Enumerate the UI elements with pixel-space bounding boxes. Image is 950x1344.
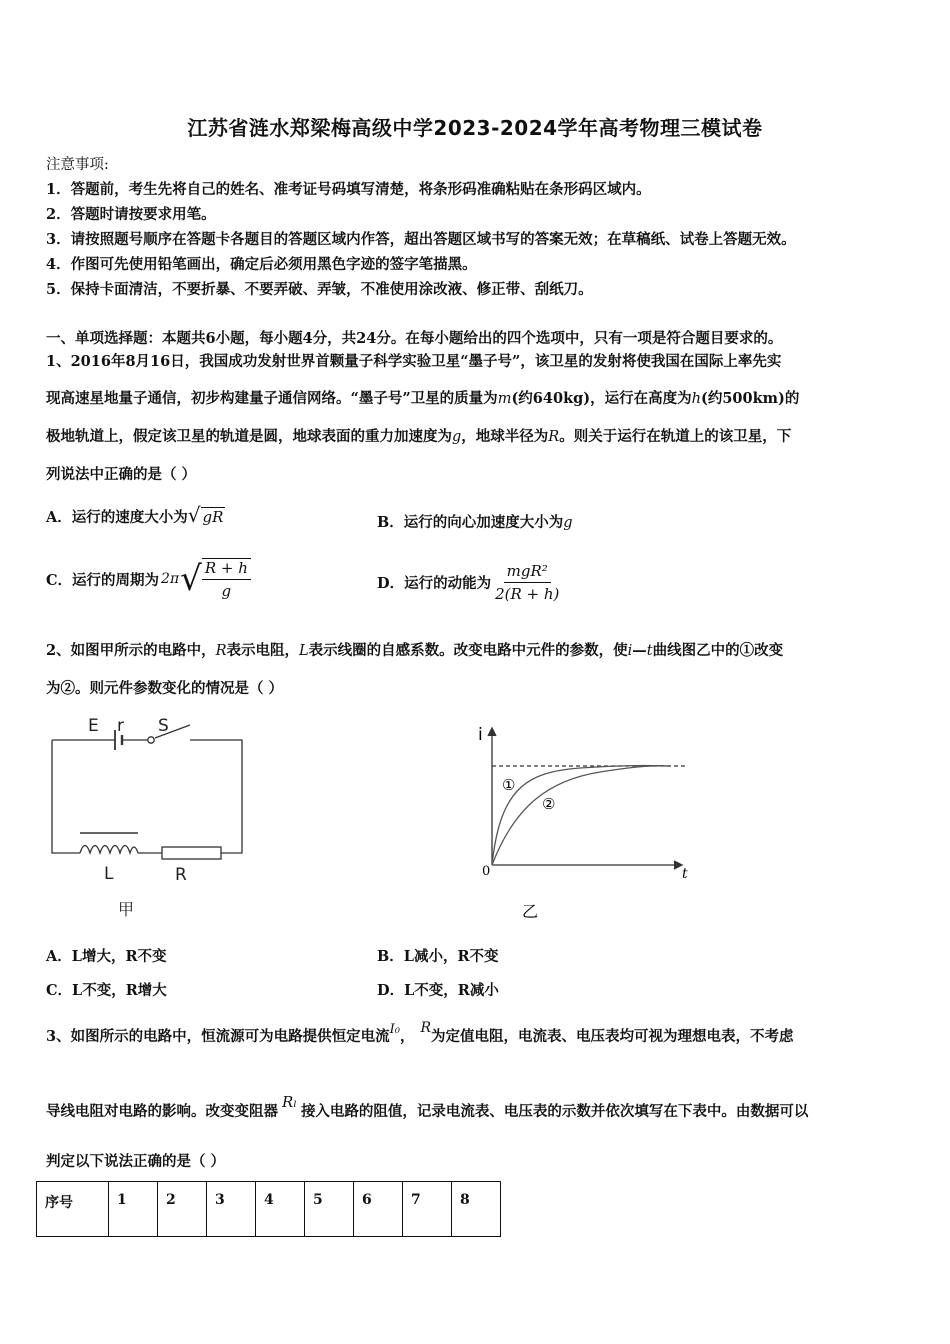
label-S: S [158,716,169,736]
i-t-graph [470,720,700,925]
var-Rt: Rₗ [282,1093,297,1111]
fraction-c-den: g [221,582,232,600]
table-cell: 2 [158,1182,207,1237]
table-cell: 5 [305,1182,354,1237]
table-cell: 序号 [37,1182,109,1237]
notice-item-1: 1．答题前，考生先将自己的姓名、准考证号码填写清楚，将条形码准确粘贴在条形码区域内。 [46,181,651,198]
label-r: r [117,716,124,736]
two-pi: 2π [161,571,180,587]
q2-line-2: 为②。则元件参数变化的情况是（ ） [46,680,284,697]
notice-item-5: 5．保持卡面清洁，不要折暴、不要弄破、弄皱，不准使用涂改液、修正带、刮纸刀。 [46,281,593,298]
q1-option-c[interactable]: C．运行的周期为 2π √ $\frac{R + h}{g}$ [46,558,251,600]
var-R: R [420,1020,431,1036]
q1-text: 现高速星地量子通信，初步构建量子通信网络。“墨子号”卫星的质量为 [46,390,498,407]
q1-option-b[interactable] [377,511,573,532]
curve-2-label: ② [542,795,556,813]
q1-line-2 [46,380,906,418]
q3-text: 为定值电阻，电流表、电压表均可视为理想电表，不考虑 [431,1028,794,1045]
page-title: 江苏省涟水郑梁梅高级中学2023-2024学年高考物理三模试卷 [187,116,763,140]
q2-option-b[interactable]: B．L减小，R不变 [377,948,499,965]
q3-text: 3、如图所示的电路中，恒流源可为电路提供恒定电流 [46,1028,390,1045]
fraction-d-den: 2(R + h) [495,585,560,603]
option-d-label: D．运行的动能为 [377,575,492,592]
axis-i: i [478,725,483,745]
option-b-label: B．运行的向心加速度大小为 [377,514,564,531]
fraction-d [495,562,559,603]
notice-heading: 注意事项: [46,157,109,173]
q1-var-h: h [691,391,701,407]
q2-text: 2、如图甲所示的电路中， [46,642,216,659]
q1-line-1: 1、2016年8月16日，我国成功发射世界首颗量子科学实验卫星“墨子号”，该卫星的发射将使我国在国际上率先实 [46,353,782,370]
q1-var-m: m [497,391,512,407]
curve-1-label: ① [502,776,516,794]
q2-dash: — [632,642,647,659]
q1-option-d[interactable] [377,562,559,603]
fraction-d-num: mgR² [504,562,551,583]
axis-t: t [682,866,688,882]
var-g: g [563,515,573,531]
q3-line-3: 判定以下说法正确的是（ ） [46,1153,226,1170]
origin-label: 0 [482,864,491,879]
caption-yi: 乙 [522,902,539,921]
table-row [37,1182,501,1237]
q2-line-1 [46,632,906,670]
q1-text: (约500km)的 [700,390,800,407]
label-L: L [104,864,114,884]
q2-text: 表示电阻， [226,642,300,659]
circuit-diagram [40,705,260,925]
var-I0: I₀ [389,1022,400,1037]
q1-var-R: R [548,429,560,445]
q1-text: ，地球半径为 [461,428,549,445]
q1-text: (约640kg)，运行在高度为 [511,390,692,407]
question-1 [46,343,906,493]
question-2 [46,632,906,707]
q2-option-d[interactable]: D．L不变，R减小 [377,982,499,999]
notice-item-3: 3．请按照题号顺序在答题卡各题目的答题区域内作答，超出答题区域书写的答案无效；在草稿纸、试卷上答题无效。 [46,231,796,248]
section-heading: 一、单项选择题：本题共6小题，每小题4分，共24分。在每小题给出的四个选项中，只有一项是符合题目要求的。 [46,330,783,347]
q3-text: 导线电阻对电路的影响。改变变阻器 [46,1103,278,1120]
notice-item-4: 4．作图可先使用铅笔画出，确定后必须用黑色字迹的签字笔描黑。 [46,256,477,273]
q2-text: 曲线图乙中的①改变 [652,642,784,659]
q2-option-a[interactable]: A．L增大，R不变 [46,948,167,965]
option-c-label: C．运行的周期为 [46,571,160,589]
fraction-c-num: R + h [202,559,251,580]
table-cell: 3 [207,1182,256,1237]
label-E: E [88,716,99,736]
q3-line-1 [46,1020,794,1046]
q3-line-2 [46,1093,809,1121]
table-cell: 7 [403,1182,452,1237]
q1-line-4: 列说法中正确的是（ ） [46,466,197,483]
sqrt-gR: gR [202,508,224,526]
q1-option-a[interactable]: A．运行的速度大小为√ gR [46,503,224,527]
q2-option-c[interactable]: C．L不变，R增大 [46,982,167,999]
fraction-c [202,558,251,600]
q2-text: 表示线圈的自感系数。改变电路中元件的参数，使 [308,642,628,659]
table-cell: 6 [354,1182,403,1237]
option-a-label: A．运行的速度大小为 [46,509,188,526]
q3-text: 接入电路的阻值，记录电流表、电压表的示数并依次填写在下表中。由数据可以 [300,1103,809,1120]
table-cell: 8 [452,1182,501,1237]
q3-text: ， [399,1028,415,1045]
q2-var-i: i [627,643,633,659]
notice-item-2: 2．答题时请按要求用笔。 [46,206,216,223]
q1-text: 。则关于运行在轨道上的该卫星，下 [559,428,792,445]
caption-jia: 甲 [118,900,135,919]
q1-text: 极地轨道上，假定该卫星的轨道是圆，地球表面的重力加速度为 [46,428,452,445]
table-cell: 4 [256,1182,305,1237]
data-table [36,1181,501,1237]
label-R: R [175,865,187,885]
q2-var-L: L [299,643,309,659]
q1-line-3 [46,418,906,456]
q2-var-t: t [646,643,653,659]
q1-var-g: g [452,429,462,445]
table-cell: 1 [109,1182,158,1237]
q2-var-R: R [215,643,227,659]
